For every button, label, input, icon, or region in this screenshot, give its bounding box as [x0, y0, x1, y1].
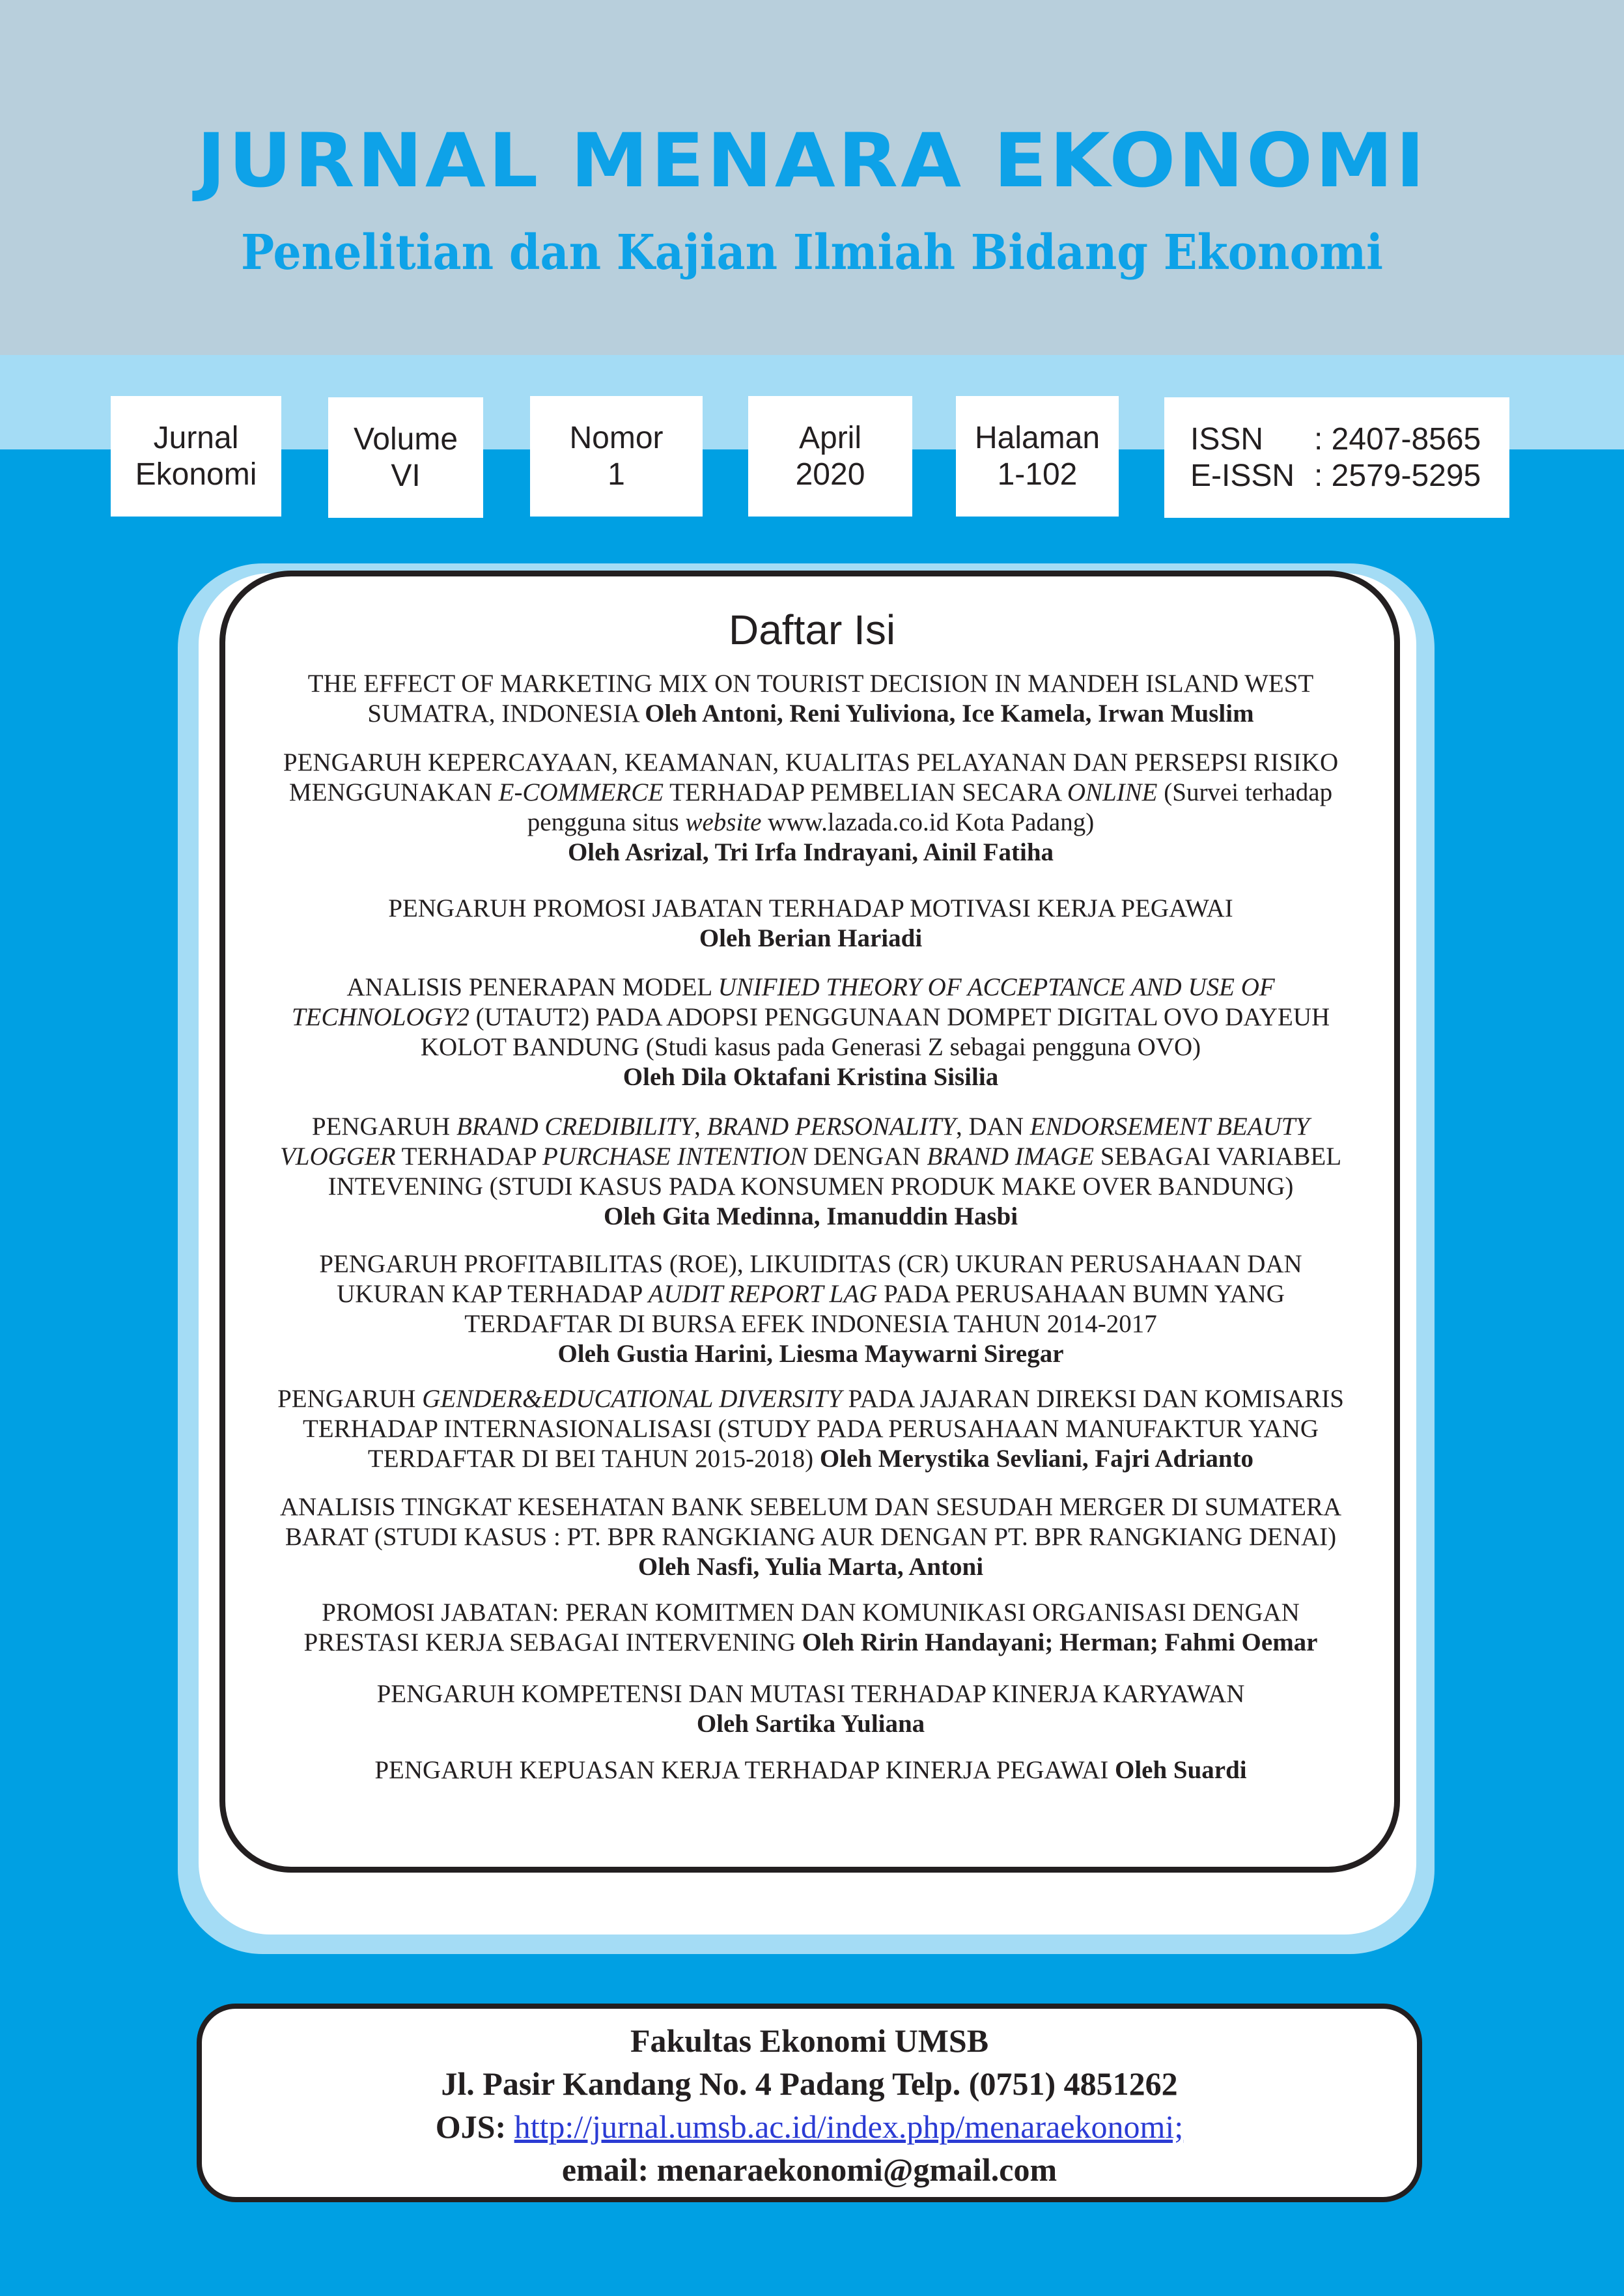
ojs-link[interactable]: http://jurnal.umsb.ac.id/index.php/menaraekonomi;	[514, 2108, 1184, 2145]
info-date: April 2020	[748, 396, 912, 517]
info-halaman: Halaman 1-102	[956, 396, 1119, 517]
info-nomor: Nomor 1	[530, 396, 703, 517]
toc-entry: PROMOSI JABATAN: PERAN KOMITMEN DAN KOMUNIKASI ORGANISASI DENGAN PRESTASI KERJA SEBAGAI INTERVENING Oleh Ririn Handayani; Herman; Fahmi Oemar	[303, 1598, 1318, 1656]
toc-entry: ANALISIS TINGKAT KESEHATAN BANK SEBELUM DAN SESUDAH MERGER DI SUMATERA BARAT (STUDI KASUS : PT. BPR RANGKIANG AUR DENGAN PT. BPR RANGKIANG DENAI) Oleh Nasfi, Yulia Marta, Antoni	[279, 1493, 1342, 1581]
journal-subtitle: Penelitian dan Kajian Ilmiah Bidang Ekonomi	[241, 225, 1383, 281]
info-volume: Volume VI	[328, 397, 483, 518]
toc-entry: PENGARUH GENDER&EDUCATIONAL DIVERSITY PADA JAJARAN DIREKSI DAN KOMISARIS TERHADAP INTERNASIONALISASI (STUDY PADA PERUSAHAAN MANUFAKTUR YANG TERDAFTAR DI BEI TAHUN 2015-2018) Oleh Merystika Sevliani, Fajri Adrianto	[277, 1385, 1344, 1473]
faculty-name: Fakultas Ekonomi UMSB	[630, 2022, 989, 2059]
toc-entry: PENGARUH BRAND CREDIBILITY, BRAND PERSONALITY, DAN ENDORSEMENT BEAUTY VLOGGER TERHADAP PURCHASE INTENTION DENGAN BRAND IMAGE SEBAGAI VARIABEL INTEVENING (STUDI KASUS PADA KONSUMEN PRODUK MAKE OVER BANDUNG) Oleh Gita Medinna, Imanuddin Hasbi	[279, 1113, 1342, 1230]
info-issn: ISSN : 2407-8565 E-ISSN : 2579-5295	[1164, 397, 1509, 518]
toc-entry: PENGARUH KEPERCAYAAN, KEAMANAN, KUALITAS PELAYANAN DAN PERSEPSI RISIKO MENGGUNAKAN E-COMMERCE TERHADAP PEMBELIAN SECARA ONLINE (Survei terhadap pengguna situs website www.lazada.co.id Kota Padang) Oleh Asrizal, Tri Irfa Indrayani, Ainil Fatiha	[283, 748, 1339, 866]
address: Jl. Pasir Kandang No. 4 Padang Telp. (0751) 4851262	[441, 2065, 1178, 2102]
publisher-footer	[197, 2004, 1422, 2202]
toc-entry: PENGARUH PROMOSI JABATAN TERHADAP MOTIVASI KERJA PEGAWAI Oleh Berian Hariadi	[388, 894, 1233, 952]
toc-entry: PENGARUH PROFITABILITAS (ROE), LIKUIDITAS (CR) UKURAN PERUSAHAAN DAN UKURAN KAP TERHADAP AUDIT REPORT LAG PADA PERUSAHAAN BUMN YANG TERDAFTAR DI BURSA EFEK INDONESIA TAHUN 2014-2017 Oleh Gustia Harini, Liesma Maywarni Siregar	[319, 1250, 1302, 1368]
journal-title: JURNAL MENARA EKONOMI	[197, 118, 1427, 205]
toc-entry: ANALISIS PENERAPAN MODEL UNIFIED THEORY OF ACCEPTANCE AND USE OF TECHNOLOGY2 (UTAUT2) PADA ADOPSI PENGGUNAAN DOMPET DIGITAL OVO DAYEUH KOLOT BANDUNG (Studi kasus pada Generasi Z sebagai pengguna OVO) Oleh Dila Oktafani Kristina Sisilia	[291, 973, 1330, 1091]
toc-heading: Daftar Isi	[728, 606, 896, 653]
toc-entry: THE EFFECT OF MARKETING MIX ON TOURIST DECISION IN MANDEH ISLAND WEST SUMATRA, INDONESIA Oleh Antoni, Reni Yuliviona, Ice Kamela, Irwan Muslim	[307, 670, 1314, 728]
toc-entry: PENGARUH KEPUASAN KERJA TERHADAP KINERJA PEGAWAI Oleh Suardi	[374, 1756, 1247, 1784]
ojs-line: OJS: http://jurnal.umsb.ac.id/index.php/menaraekonomi;	[435, 2108, 1184, 2145]
email: email: menaraekonomi@gmail.com	[561, 2151, 1057, 2188]
info-jurnal: Jurnal Ekonomi	[111, 396, 281, 517]
toc-entry: PENGARUH KOMPETENSI DAN MUTASI TERHADAP KINERJA KARYAWAN Oleh Sartika Yuliana	[376, 1680, 1245, 1738]
